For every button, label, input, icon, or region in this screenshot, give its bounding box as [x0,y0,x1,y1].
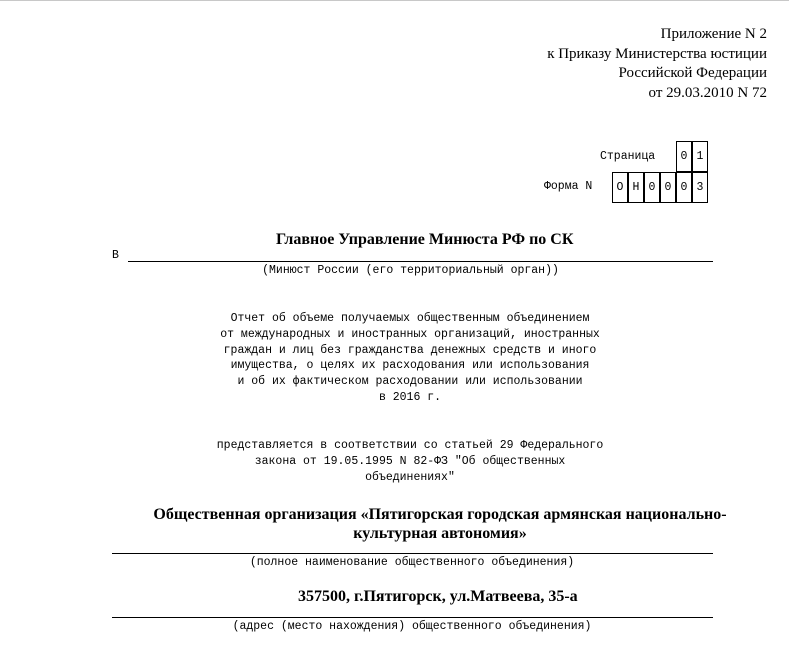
appendix-line: от 29.03.2010 N 72 [648,84,767,101]
address-underline [112,617,713,618]
page-label: Страница [600,150,656,163]
form-char-cell: О [612,172,628,203]
form-label: Форма N [544,180,593,193]
top-border [0,0,789,1]
form-char-cell: 0 [660,172,676,203]
appendix-line: к Приказу Министерства юстиции [547,45,767,62]
legal-basis-line: представляется в соответствии со статьей 29 Федерального [216,439,604,452]
legal-basis-line: объединениях" [365,470,455,484]
page-digit-cell: 0 [676,141,692,172]
recipient-prefix: В [112,249,119,262]
report-title [160,311,660,406]
organization-name [110,505,770,543]
report-title-line: и об их фактическом расходовании или использовании [237,375,583,389]
legal-basis [160,438,660,485]
report-title-line: от международных и иностранных организаций, иностранных [220,327,600,341]
page-digit-cell: 1 [692,141,708,172]
appendix-line: Российской Федерации [618,65,767,81]
recipient-underline [128,261,713,262]
report-title-line: граждан и лиц без гражданства денежных средств и иного [223,343,597,357]
form-char-cell: 0 [644,172,660,203]
organization-name-line: Общественная организация «Пятигорская городская армянская национально- [153,506,727,523]
form-char-cell: 3 [692,172,708,203]
organization-underline [112,553,713,554]
form-char-cell: Н [628,172,644,203]
report-title-line: имущества, о целях их расходования или использования [230,359,590,373]
appendix-header [547,25,767,103]
address-value: 357500, г.Пятигорск, ул.Матвеева, 35-а [298,588,578,605]
organization-caption: (полное наименование общественного объединения) [249,556,575,569]
address-caption: (адрес (место нахождения) общественного объединения) [232,620,592,633]
report-title-line: Отчет об объеме получаемых общественным объединением [230,312,590,325]
form-char-cell: 0 [676,172,692,203]
organization-name-line: культурная автономия» [353,525,527,542]
legal-basis-line: закона от 19.05.1995 N 82-ФЗ "Об общественных [254,454,566,468]
appendix-line: Приложение N 2 [660,26,767,42]
recipient-value: Главное Управление Минюста РФ по СК [276,231,574,248]
recipient-caption: (Минюст России (его территориальный орган)) [262,264,559,277]
report-title-line: в 2016 г. [378,390,442,404]
